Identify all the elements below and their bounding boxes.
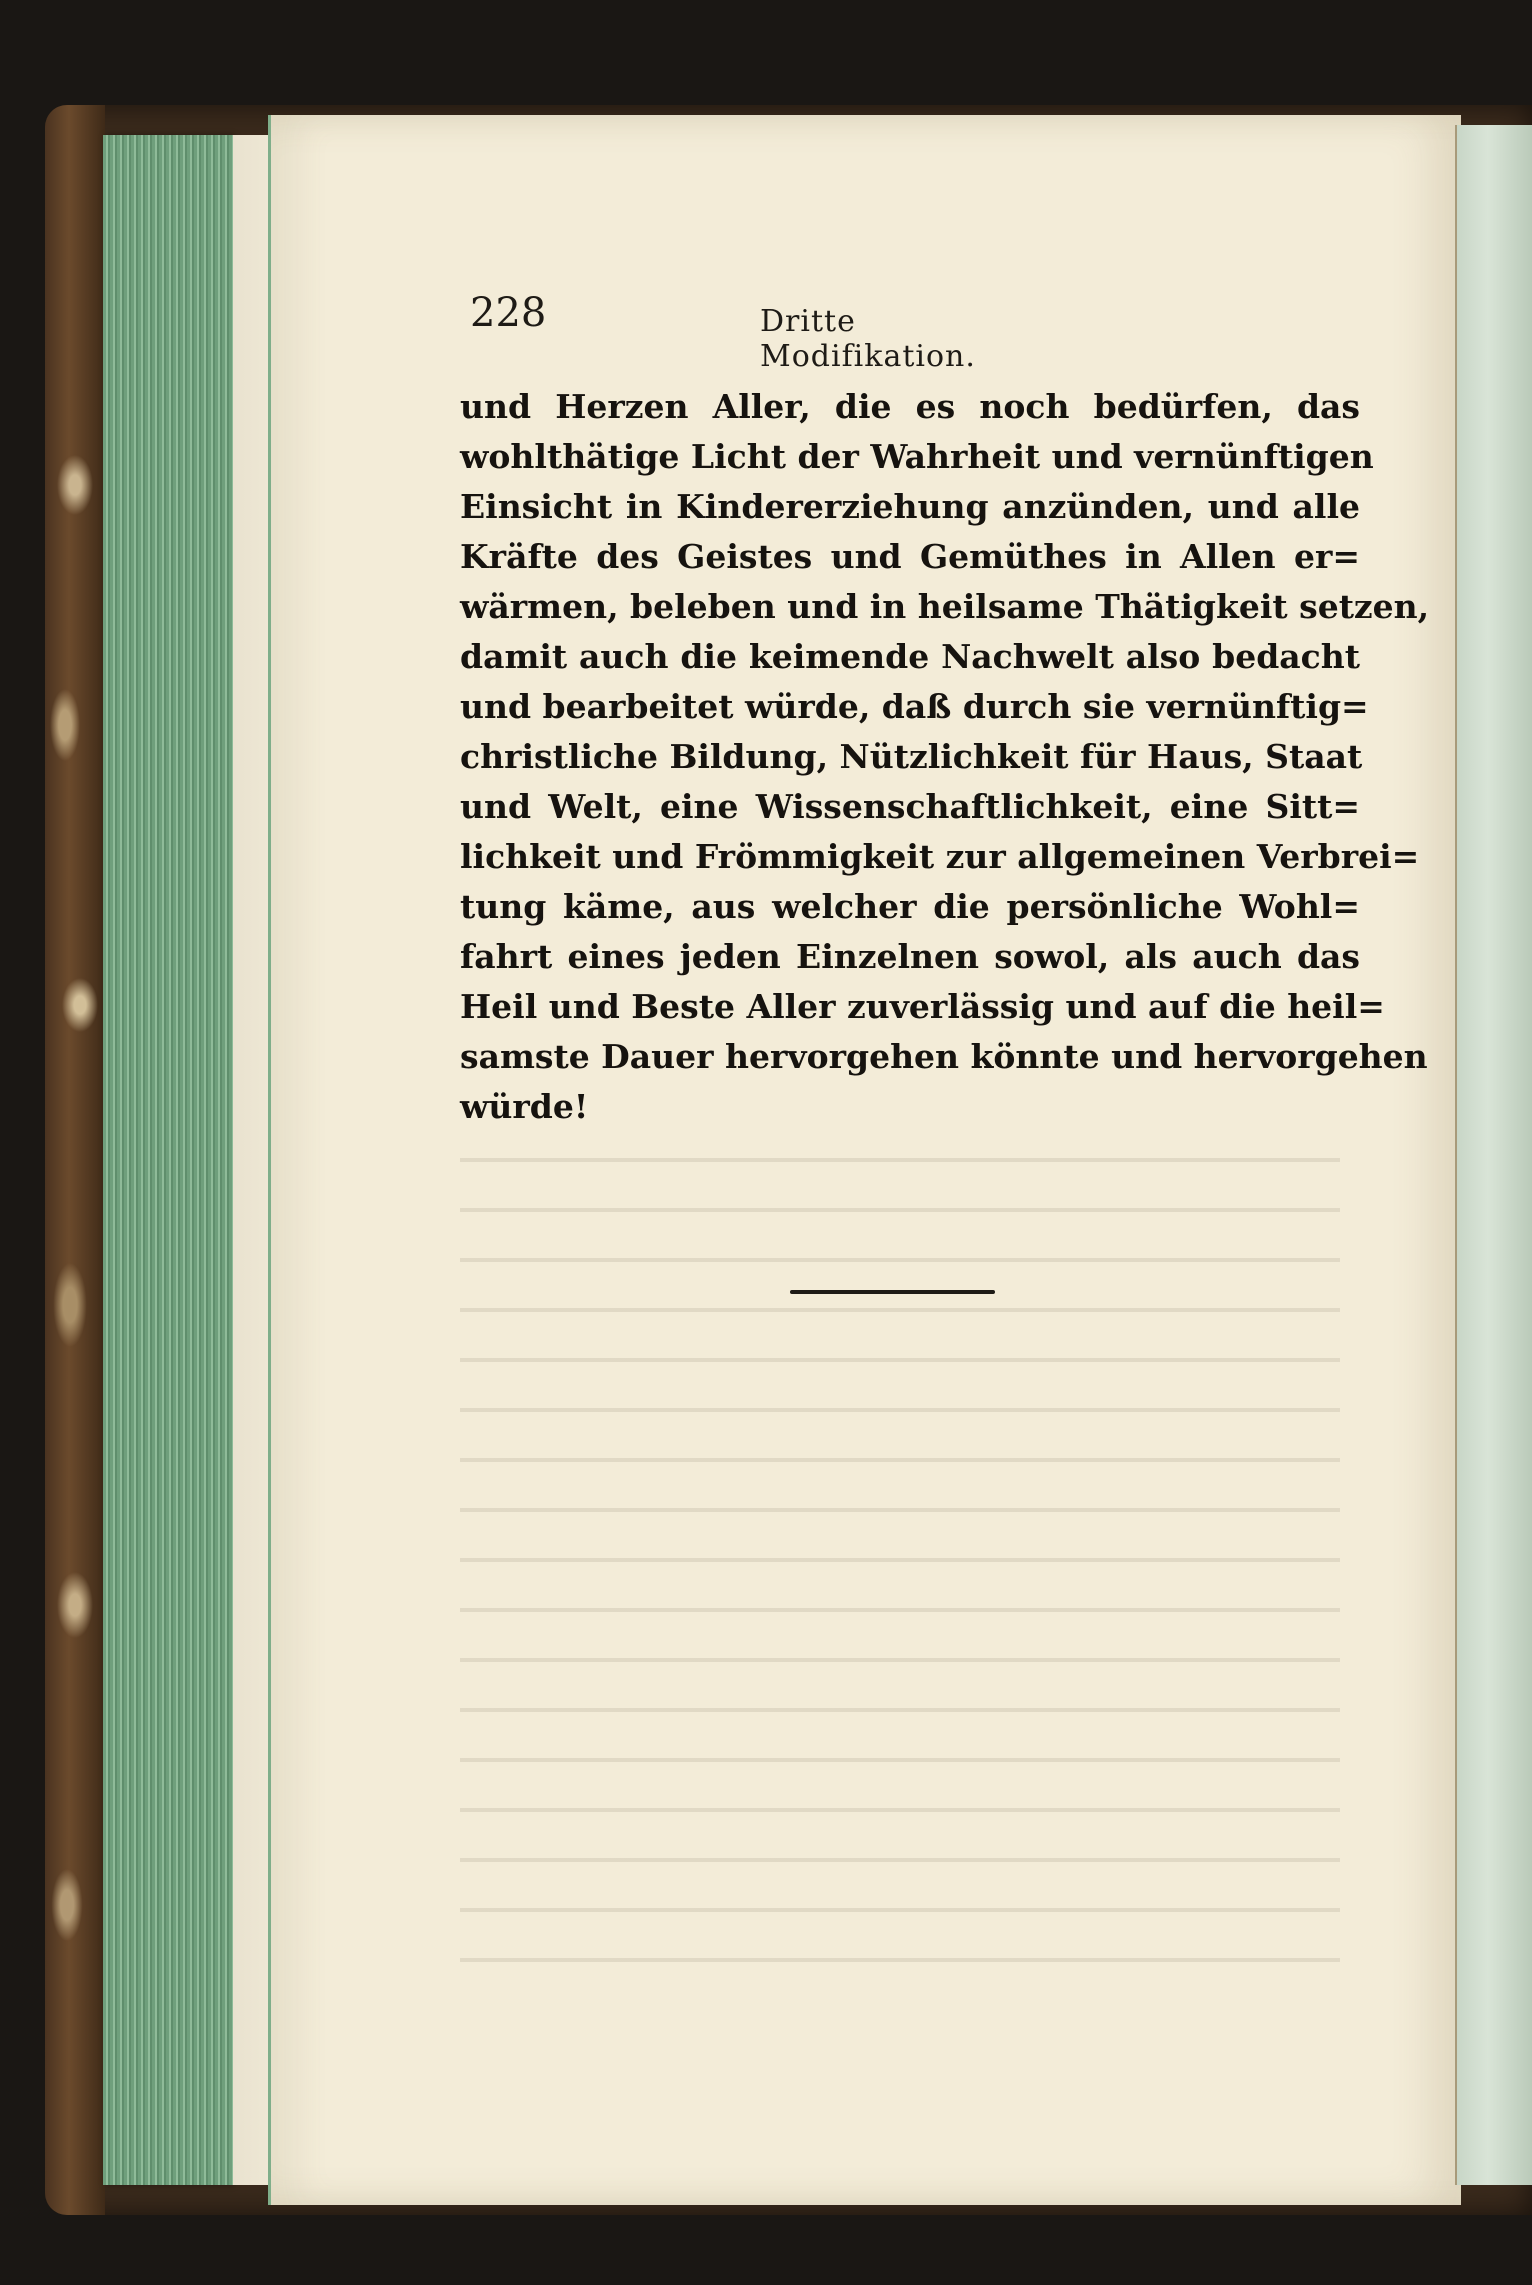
text-line: und Welt, eine Wissenschaftlichkeit, eine Sitt=	[460, 787, 1360, 826]
text-line: samste Dauer hervorgehen könnte und hervorgehen	[460, 1037, 1428, 1076]
text-line: fahrt eines jeden Einzelnen sowol, als auch das	[460, 937, 1360, 976]
marbled-cover-edge	[45, 105, 105, 2215]
body-paragraph	[460, 382, 1430, 1132]
text-line: würde!	[460, 1087, 589, 1126]
text-line: Kräfte des Geistes und Gemüthes in Allen er=	[460, 537, 1360, 576]
text-line: wohlthätige Licht der Wahrheit und vernünftigen	[460, 437, 1374, 476]
text-line: damit auch die keimende Nachwelt also bedacht	[460, 637, 1360, 676]
text-line: christliche Bildung, Nützlichkeit für Haus, Staat	[460, 737, 1363, 776]
page-number: 228	[470, 290, 547, 336]
facing-page-edge	[1455, 125, 1532, 2185]
text-line: und bearbeitet würde, daß durch sie vernünftig=	[460, 687, 1369, 726]
section-end-rule	[790, 1290, 995, 1294]
text-line: Einsicht in Kindererziehung anzünden, und alle	[460, 487, 1360, 526]
bleed-through-text	[460, 1130, 1340, 1980]
section-title: Dritte Modifikation.	[760, 304, 976, 374]
running-head	[470, 290, 1080, 374]
text-line: wärmen, beleben und in heilsame Thätigkeit setzen,	[460, 587, 1430, 626]
text-line: Heil und Beste Aller zuverlässig und auf die heil=	[460, 987, 1385, 1026]
page-edges-stack	[103, 135, 233, 2185]
text-line: und Herzen Aller, die es noch bedürfen, das	[460, 387, 1360, 426]
text-line: tung käme, aus welcher die persönliche Wohl=	[460, 887, 1360, 926]
text-line: lichkeit und Frömmigkeit zur allgemeinen Verbrei=	[460, 837, 1420, 876]
